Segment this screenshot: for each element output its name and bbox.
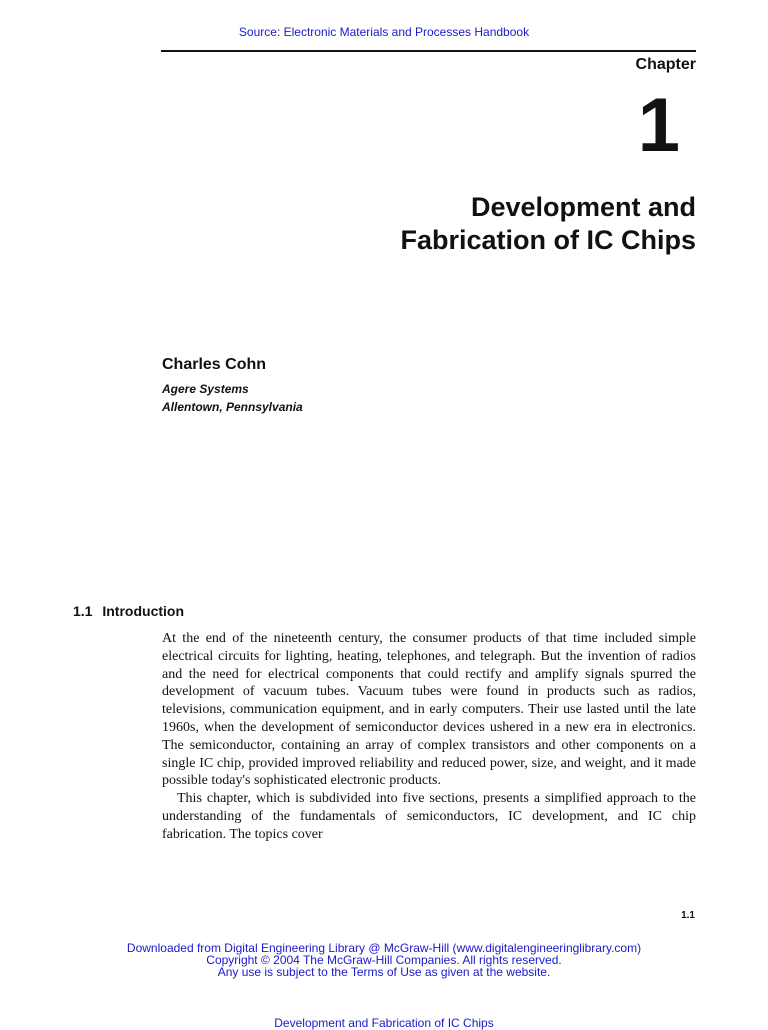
header-rule xyxy=(161,50,696,52)
footer-copyright-line[interactable]: Copyright © 2004 The McGraw-Hill Companies. All rights reserved. xyxy=(206,953,562,967)
author-name: Charles Cohn xyxy=(162,356,267,373)
chapter-bottom-link[interactable]: Development and Fabrication of IC Chips xyxy=(274,1016,494,1030)
chapter-title-line-1: Development and xyxy=(470,192,696,222)
footer-download-line[interactable]: Downloaded from Digital Engineering Library @ McGraw-Hill (www.digitalengineeringlibrary.com) xyxy=(126,941,642,955)
chapter-title-line-2: Fabrication of IC Chips xyxy=(400,225,696,255)
chapter-label: Chapter xyxy=(635,56,696,73)
chapter-title xyxy=(196,191,696,257)
author-affiliation-company: Agere Systems xyxy=(162,382,249,396)
footer-notice[interactable] xyxy=(0,942,768,978)
author-affiliation-location: Allentown, Pennsylvania xyxy=(162,400,303,414)
section-heading xyxy=(73,603,184,619)
paragraph: At the end of the nineteenth century, the consumer products of that time included simple electrical circuits for lighting, heating, telephones, and telegraph. But the invention of radios and the need for electrical components that could rectify and amplify signals spurred the development of vacuum tubes. Vacuum tubes were found in products such as radios, televisions, communication equipment, and in early computers. Their use lasted until the late 1960s, when the development of semiconductor devices ushered in a new era in electronics. The semiconductor, containing an array of complex transistors and other components on a single IC chip, provided improved reliability and reduced power, size, and weight, and it made possible today's sophisticated electronic products. xyxy=(162,631,696,789)
source-link[interactable]: Source: Electronic Materials and Processes Handbook xyxy=(238,25,530,39)
author-block xyxy=(162,356,303,416)
chapter-number: 1 xyxy=(637,83,680,168)
section-number: 1.1 xyxy=(73,603,93,619)
footer-terms-line[interactable]: Any use is subject to the Terms of Use as given at the website. xyxy=(217,965,551,979)
paragraph: This chapter, which is subdivided into five sections, presents a simplified approach to the understanding of the fundamentals of semiconductors, IC development, and IC chip fabrication. The topics cover xyxy=(162,791,696,842)
body-text xyxy=(162,630,696,844)
section-title: Introduction xyxy=(102,603,185,619)
page-number: 1.1 xyxy=(681,910,695,921)
